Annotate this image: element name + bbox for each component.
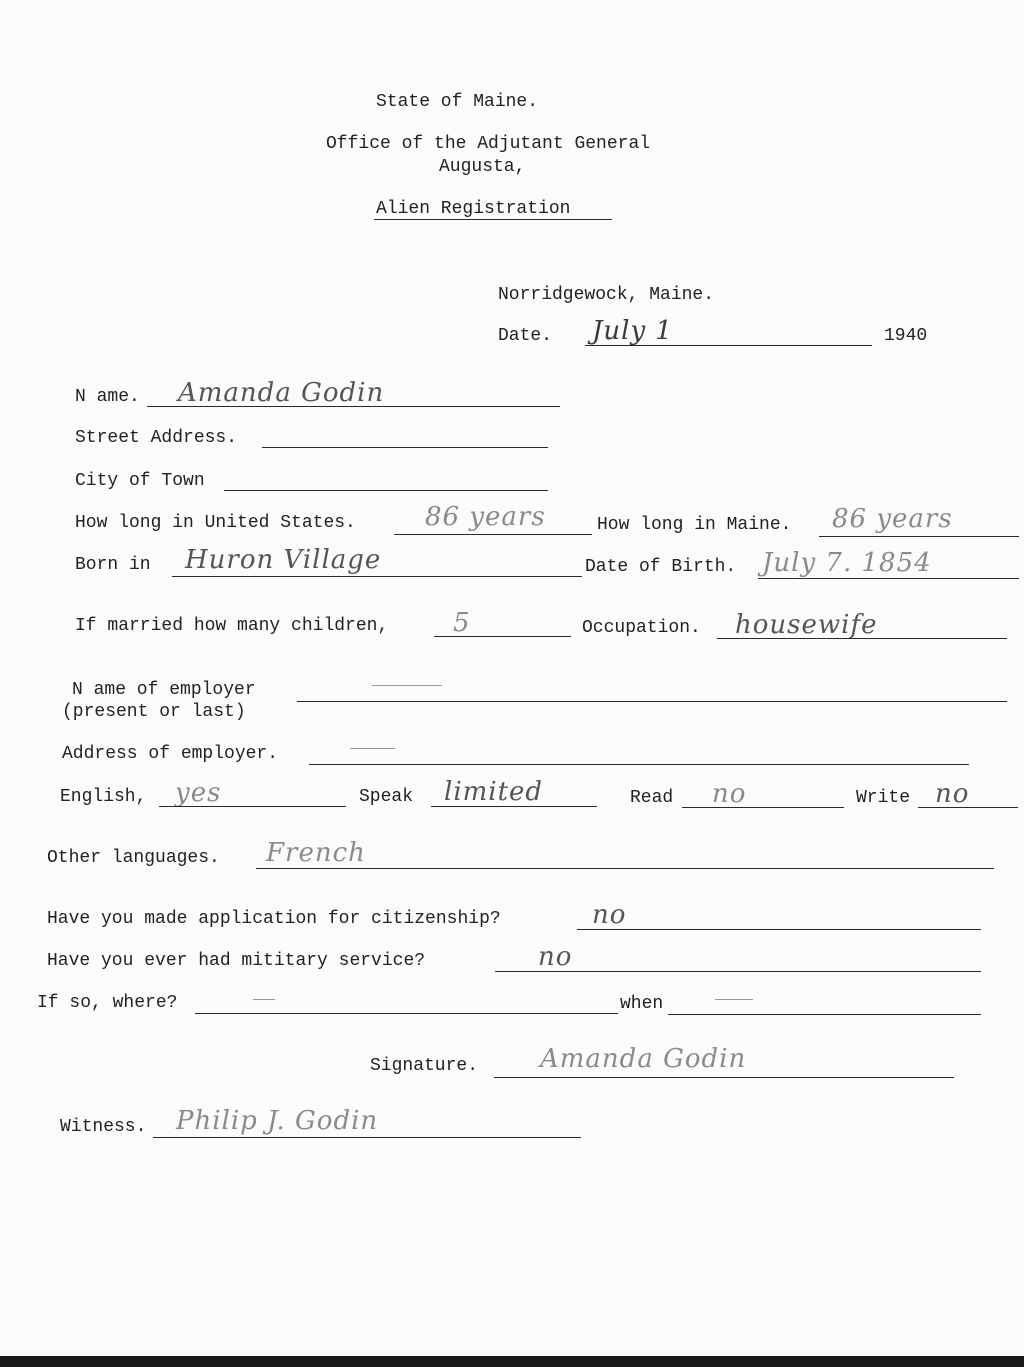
employer-address-label: Address of employer.: [62, 744, 279, 764]
children-label: If married how many children,: [75, 616, 389, 636]
employer-address-line: [309, 764, 969, 765]
born-label: Born in: [75, 555, 151, 575]
read-handwritten: no: [712, 779, 747, 809]
employer-label: N ame of employer: [72, 680, 256, 700]
write-label: Write: [856, 788, 911, 808]
occupation-label: Occupation.: [582, 618, 701, 638]
occupation-line: [717, 638, 1007, 639]
citizenship-label: Have you made application for citizenship?: [47, 909, 501, 929]
born-line: [172, 576, 582, 577]
city-line: [224, 490, 548, 491]
us-duration-label: How long in United States.: [75, 513, 356, 533]
date-label: Date.: [498, 326, 553, 346]
occupation-handwritten: housewife: [735, 610, 878, 640]
form-title: Alien Registration: [376, 199, 571, 219]
name-line: [147, 406, 560, 407]
employer-line: [297, 701, 1007, 702]
when-label: when: [620, 994, 664, 1014]
title-underline: [374, 219, 612, 220]
when-line: [668, 1014, 981, 1015]
when-blank-dash: [715, 999, 753, 1000]
city-label: City of Town: [75, 471, 205, 491]
office-heading: Office of the Adjutant General: [326, 134, 651, 154]
speak-label: Speak: [359, 787, 414, 807]
write-line: [918, 807, 1018, 808]
citizenship-handwritten: no: [592, 900, 627, 930]
signature-line: [494, 1077, 954, 1078]
employer-address-blank-dash: [350, 748, 395, 749]
dob-handwritten: July 7. 1854: [762, 548, 932, 578]
name-label: N ame.: [75, 387, 140, 407]
speak-line: [431, 806, 597, 807]
english-label: English,: [60, 787, 147, 807]
where-blank-dash: [253, 999, 275, 1000]
year-text: 1940: [884, 326, 928, 346]
street-label: Street Address.: [75, 428, 238, 448]
born-handwritten: Huron Village: [185, 545, 382, 575]
english-line: [159, 806, 346, 807]
date-handwritten: July 1: [592, 316, 673, 346]
english-handwritten: yes: [175, 778, 222, 808]
employer-sublabel: (present or last): [62, 702, 246, 722]
military-handwritten: no: [538, 942, 573, 972]
employer-blank-dash: [372, 685, 442, 686]
name-handwritten: Amanda Godin: [178, 378, 385, 408]
dob-label: Date of Birth.: [585, 557, 737, 577]
write-handwritten: no: [935, 779, 970, 809]
us-duration-handwritten: 86 years: [425, 502, 546, 532]
where-line: [195, 1013, 618, 1014]
citizenship-line: [577, 929, 981, 930]
dob-line: [758, 578, 1019, 579]
maine-duration-label: How long in Maine.: [597, 515, 792, 535]
other-languages-label: Other languages.: [47, 848, 220, 868]
maine-duration-line: [819, 536, 1019, 537]
read-label: Read: [630, 788, 674, 808]
read-line: [682, 807, 844, 808]
signature-label: Signature.: [370, 1056, 479, 1076]
witness-line: [153, 1137, 581, 1138]
military-label: Have you ever had mititary service?: [47, 951, 426, 971]
us-duration-line: [394, 534, 592, 535]
street-line: [262, 447, 548, 448]
signature-handwritten: Amanda Godin: [540, 1044, 747, 1074]
where-label: If so, where?: [37, 993, 178, 1013]
maine-duration-handwritten: 86 years: [832, 504, 953, 534]
children-handwritten: 5: [453, 608, 471, 638]
witness-handwritten: Philip J. Godin: [176, 1106, 379, 1136]
military-line: [495, 971, 981, 972]
city-heading: Augusta,: [439, 157, 526, 177]
other-languages-handwritten: French: [266, 838, 366, 868]
state-heading: State of Maine.: [376, 92, 539, 112]
witness-label: Witness.: [60, 1117, 147, 1137]
other-languages-line: [256, 868, 994, 869]
place-text: Norridgewock, Maine.: [498, 285, 715, 305]
speak-handwritten: limited: [444, 777, 544, 807]
scan-bottom-edge: [0, 1356, 1024, 1367]
date-line: [585, 345, 872, 346]
children-line: [434, 636, 571, 637]
